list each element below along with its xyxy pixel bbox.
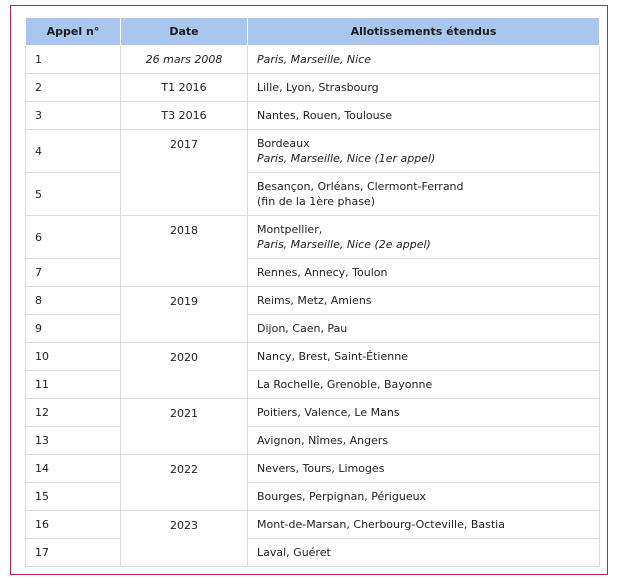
row-cities: Bourges, Perpignan, Périgueux xyxy=(248,483,600,511)
row-cities-line: Paris, Marseille, Nice (2e appel) xyxy=(257,238,431,251)
row-cities: Nantes, Rouen, Toulouse xyxy=(248,102,600,130)
row-cities-line: Montpellier, xyxy=(257,223,323,236)
table-row xyxy=(26,343,600,371)
table-row xyxy=(26,399,600,427)
row-date: 2018 xyxy=(121,216,248,287)
row-cities-line: Paris, Marseille, Nice (1er appel) xyxy=(257,152,436,165)
row-cities: Rennes, Annecy, Toulon xyxy=(248,259,600,287)
row-date: 2017 xyxy=(121,130,248,216)
table-row xyxy=(26,216,600,259)
row-cities xyxy=(248,216,600,259)
row-cities: Poitiers, Valence, Le Mans xyxy=(248,399,600,427)
row-number: 9 xyxy=(26,315,121,343)
row-cities-line: (fin de la 1ère phase) xyxy=(257,195,376,208)
row-cities: Dijon, Caen, Pau xyxy=(248,315,600,343)
row-cities: Nancy, Brest, Saint-Étienne xyxy=(248,343,600,371)
row-number: 2 xyxy=(26,74,121,102)
row-number: 12 xyxy=(26,399,121,427)
row-number: 8 xyxy=(26,287,121,315)
row-number: 10 xyxy=(26,343,121,371)
row-cities: Laval, Guéret xyxy=(248,539,600,567)
row-number: 16 xyxy=(26,511,121,539)
row-cities xyxy=(248,173,600,216)
row-date: T1 2016 xyxy=(121,74,248,102)
row-number: 5 xyxy=(26,173,121,216)
row-number: 17 xyxy=(26,539,121,567)
table-frame xyxy=(10,5,608,575)
row-cities-line: Bordeaux xyxy=(257,137,310,150)
table-row xyxy=(26,46,600,74)
row-number: 6 xyxy=(26,216,121,259)
row-cities: Reims, Metz, Amiens xyxy=(248,287,600,315)
row-cities: Mont-de-Marsan, Cherbourg-Octeville, Bastia xyxy=(248,511,600,539)
table-row xyxy=(26,483,600,511)
row-cities: Nevers, Tours, Limoges xyxy=(248,455,600,483)
row-number: 14 xyxy=(26,455,121,483)
row-cities: Lille, Lyon, Strasbourg xyxy=(248,74,600,102)
row-number: 3 xyxy=(26,102,121,130)
row-cities: Paris, Marseille, Nice xyxy=(248,46,600,74)
row-date: 2019 xyxy=(121,287,248,343)
row-date: T3 2016 xyxy=(121,102,248,130)
header-row xyxy=(26,18,600,46)
row-date: 2021 xyxy=(121,399,248,455)
table-row xyxy=(26,371,600,399)
row-number: 1 xyxy=(26,46,121,74)
header-appel: Appel n° xyxy=(26,18,121,46)
row-cities: Avignon, Nîmes, Angers xyxy=(248,427,600,455)
header-allotissements: Allotissements étendus xyxy=(248,18,600,46)
table-row xyxy=(26,511,600,539)
row-number: 15 xyxy=(26,483,121,511)
table-row xyxy=(26,539,600,567)
row-date: 2020 xyxy=(121,343,248,399)
table-row xyxy=(26,130,600,173)
row-cities xyxy=(248,130,600,173)
table-row xyxy=(26,287,600,315)
row-number: 7 xyxy=(26,259,121,287)
row-number: 4 xyxy=(26,130,121,173)
header-date: Date xyxy=(121,18,248,46)
row-cities: La Rochelle, Grenoble, Bayonne xyxy=(248,371,600,399)
table-row xyxy=(26,455,600,483)
allotissements-table xyxy=(25,17,600,567)
table-row xyxy=(26,259,600,287)
table-row xyxy=(26,427,600,455)
row-date: 2022 xyxy=(121,455,248,511)
row-cities-line: Besançon, Orléans, Clermont-Ferrand xyxy=(257,180,464,193)
table-row xyxy=(26,315,600,343)
row-number: 11 xyxy=(26,371,121,399)
row-number: 13 xyxy=(26,427,121,455)
table-row xyxy=(26,74,600,102)
row-date: 26 mars 2008 xyxy=(121,46,248,74)
table-row xyxy=(26,173,600,216)
table-row xyxy=(26,102,600,130)
row-date: 2023 xyxy=(121,511,248,567)
